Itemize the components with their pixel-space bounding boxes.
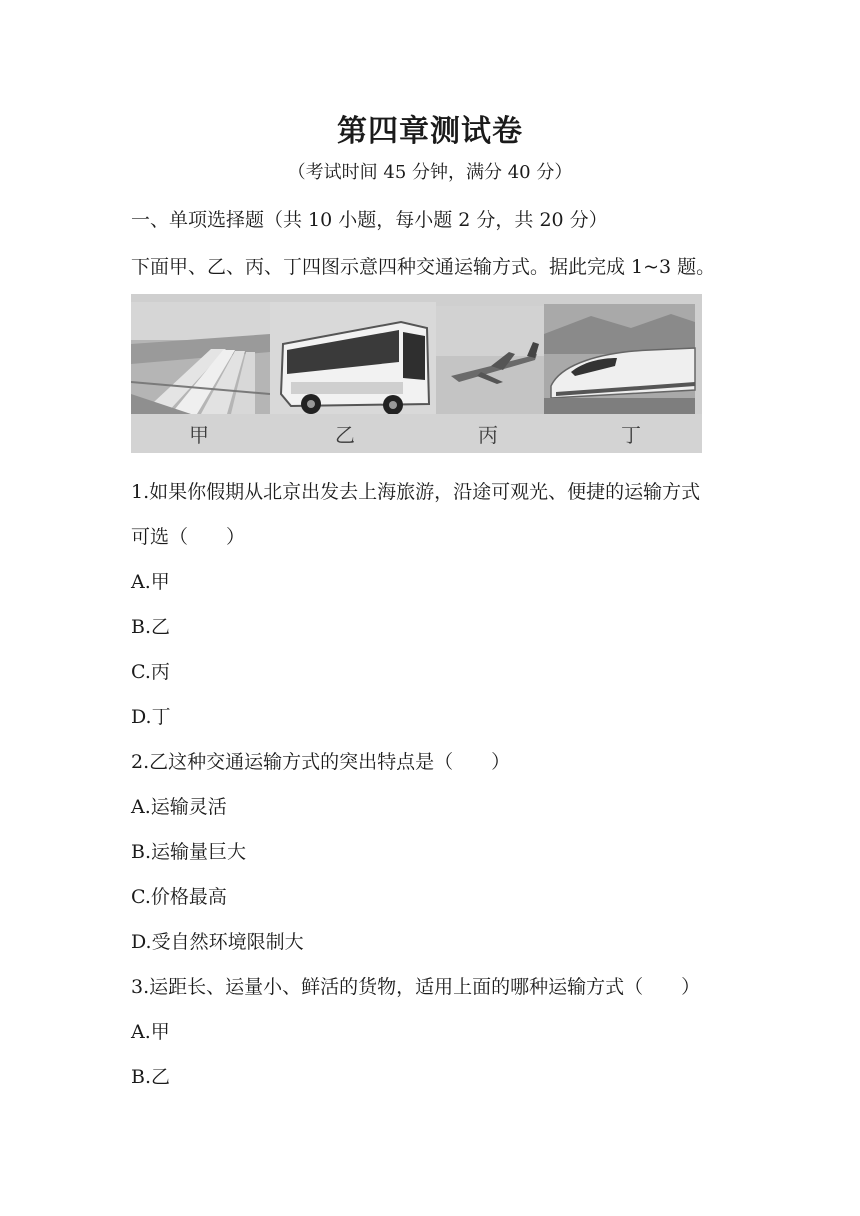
question-1-option-a: A.甲 [131,571,170,593]
question-2-option-d: D.受自然环境限制大 [131,931,304,953]
caption-jia: 甲 [189,423,209,447]
question-1-option-b: B.乙 [131,616,171,638]
question-1-option-c: C.丙 [131,661,170,683]
question-3-stem: 3.运距长、运量小、鲜活的货物，适用上面的哪种运输方式（ ） [131,976,701,998]
exam-info: （考试时间 45 分钟，满分 40 分） [287,162,573,183]
bus-photo [270,302,436,415]
section-heading: 一、单项选择题（共 10 小题，每小题 2 分，共 20 分） [131,209,608,231]
question-1-option-d: D.丁 [131,706,171,728]
airplane-photo [436,306,544,414]
question-2-option-b: B.运输量巨大 [131,841,247,863]
transport-figure [131,294,702,453]
question-2-option-a: A.运输灵活 [131,796,227,818]
caption-ding: 丁 [621,423,641,447]
train-photo [544,304,695,414]
question-1-stem-cont: 可选（ ） [131,526,246,548]
question-intro: 下面甲、乙、丙、丁四图示意四种交通运输方式。据此完成 1~3 题。 [131,256,716,278]
question-3-option-a: A.甲 [131,1021,170,1043]
page-title: 第四章测试卷 [337,114,523,149]
question-1-stem: 1.如果你假期从北京出发去上海旅游，沿途可观光、便捷的运输方式 [131,481,701,503]
caption-bing: 丙 [478,423,498,447]
question-2-option-c: C.价格最高 [131,886,227,908]
pipeline-photo [131,302,270,414]
caption-yi: 乙 [335,423,355,447]
question-3-option-b: B.乙 [131,1066,171,1088]
question-2-stem: 2.乙这种交通运输方式的突出特点是（ ） [131,751,511,773]
